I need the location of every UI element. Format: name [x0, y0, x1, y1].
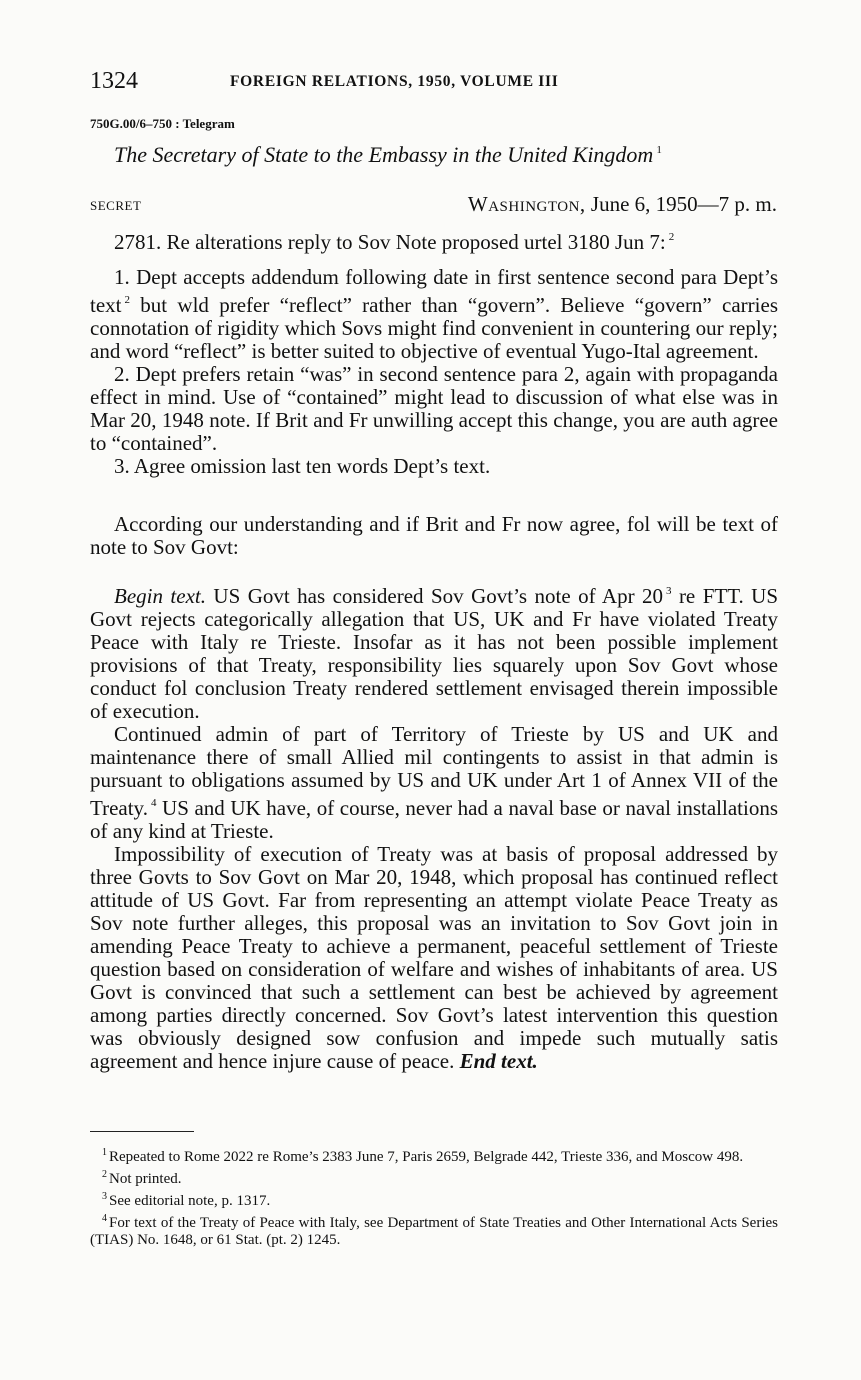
dateline — [468, 192, 777, 217]
paragraph-text: US Govt has considered Sov Govt’s note of Apr 20 — [213, 584, 663, 608]
dateline-date: June 6, 1950—7 p. m. — [590, 192, 777, 216]
paragraph — [90, 226, 778, 254]
footnote-text: Repeated to Rome 2022 re Rome’s 2383 June 7, Paris 2659, Belgrade 442, Trieste 336, and Moscow 498. — [109, 1149, 744, 1165]
paragraph-text: but wld prefer “reflect” rather than “govern”. Believe “govern” carries connotation of rigidity which Sovs might find convenient in countering our reply; and word “reflect” is better suited to objective of eventual Yugo-Ital agreement. — [90, 293, 778, 363]
note-text — [90, 580, 778, 1073]
footnotes — [90, 1144, 778, 1249]
paragraph: 2. Dept prefers retain “was” in second sentence para 2, again with propaganda effect in mind. Use of “contained” might lead to discussion of what else was in Mar 20, 1948 note. If Brit and Fr unwilling accept this change, you are auth agree to “contained”. — [90, 362, 778, 455]
footnote — [90, 1210, 778, 1249]
paragraph — [90, 723, 778, 843]
transition-paragraph — [90, 513, 778, 559]
paragraph — [90, 266, 778, 363]
paragraph-text: re FTT. US Govt rejects categorically allegation that US, UK and Fr have violated Treaty Peace with Italy re Trieste. Insofar as it has not been possible implement provisions of that Treaty, responsibility lies squarely upon Sov Govt whose conduct fol conclusion Treaty rendered settlement envisaged therein impossible of execution. — [90, 584, 778, 723]
footnote-ref: 2 — [668, 231, 675, 243]
paragraph: 3. Agree omission last ten words Dept’s text. — [114, 454, 491, 478]
footnote-number: 1 — [102, 1147, 107, 1158]
running-title: FOREIGN RELATIONS, 1950, VOLUME III — [230, 73, 559, 90]
paragraph — [90, 580, 778, 723]
paragraph-text: 2781. Re alterations reply to Sov Note proposed urtel 3180 Jun 7: — [114, 230, 666, 254]
paragraph: According our understanding and if Brit and Fr now agree, fol will be text of note to Sov Govt: — [90, 512, 778, 559]
footnote-number: 3 — [102, 1191, 107, 1202]
page-number: 1324 — [90, 68, 138, 94]
footnote-text: Not printed. — [109, 1171, 182, 1187]
running-header — [90, 68, 780, 98]
footnote — [90, 1144, 778, 1166]
telegram-instructions — [90, 226, 778, 478]
footnote-divider — [90, 1131, 194, 1132]
paragraph-text: Impossibility of execution of Treaty was at basis of proposal addressed by three Govts to Sov Govt on Mar 20, 1948, which proposal has continued reflect attitude of US Govt. Far from representing an attempt violate Peace Treaty as Sov note further alleges, this proposal was an invitation to Sov Govt join in amending Peace Treaty to achieve a permanent, peaceful settlement of Trieste question based on consideration of welfare and wishes of inhabitants of area. US Govt is convinced that such a settlement can best be achieved by agreement among parties directly concerned. Sov Govt’s latest intervention this question was obviously designed sow confusion and impede such mutually satis agreement and hence injure cause of peace. — [90, 842, 778, 1073]
document-title-text: The Secretary of State to the Embassy in the United Kingdom — [114, 142, 654, 167]
paragraph-text: 1. Dept accepts addendum following date in first sentence second para Dept’s text — [90, 265, 778, 317]
footnote-ref: 2 — [124, 294, 130, 306]
begin-text-marker: Begin text. — [114, 584, 206, 608]
footnote-ref: 1 — [656, 144, 662, 156]
footnote-number: 2 — [102, 1169, 107, 1180]
footnote-text: For text of the Treaty of Peace with Italy, see Department of State Treaties and Other International Acts Series (TIAS) No. 1648, or 61 Stat. (pt. 2) 1245. — [90, 1215, 778, 1248]
footnote — [90, 1188, 778, 1210]
document-title — [114, 142, 662, 168]
footnote-ref: 4 — [150, 797, 157, 809]
paragraph-text: Continued admin of part of Territory of Trieste by US and UK and maintenance there of small Allied mil contingents to assist in that admin is pursuant to obligations assumed by US and UK under Art 1 of Annex VII of the Treaty. — [90, 722, 778, 820]
footnote — [90, 1166, 778, 1188]
dateline-place: Washington, — [467, 192, 586, 216]
classification-label: SECRET — [90, 198, 142, 213]
end-text-marker: End text. — [459, 1049, 538, 1073]
paragraph-text: US and UK have, of course, never had a naval base or naval installations of any kind at Trieste. — [90, 796, 778, 843]
paragraph — [90, 843, 778, 1073]
footnote-text: See editorial note, p. 1317. — [109, 1193, 271, 1209]
footnote-ref: 3 — [666, 585, 672, 597]
document-id: 750G.00/6–750 : Telegram — [90, 116, 235, 131]
footnote-number: 4 — [102, 1213, 107, 1224]
